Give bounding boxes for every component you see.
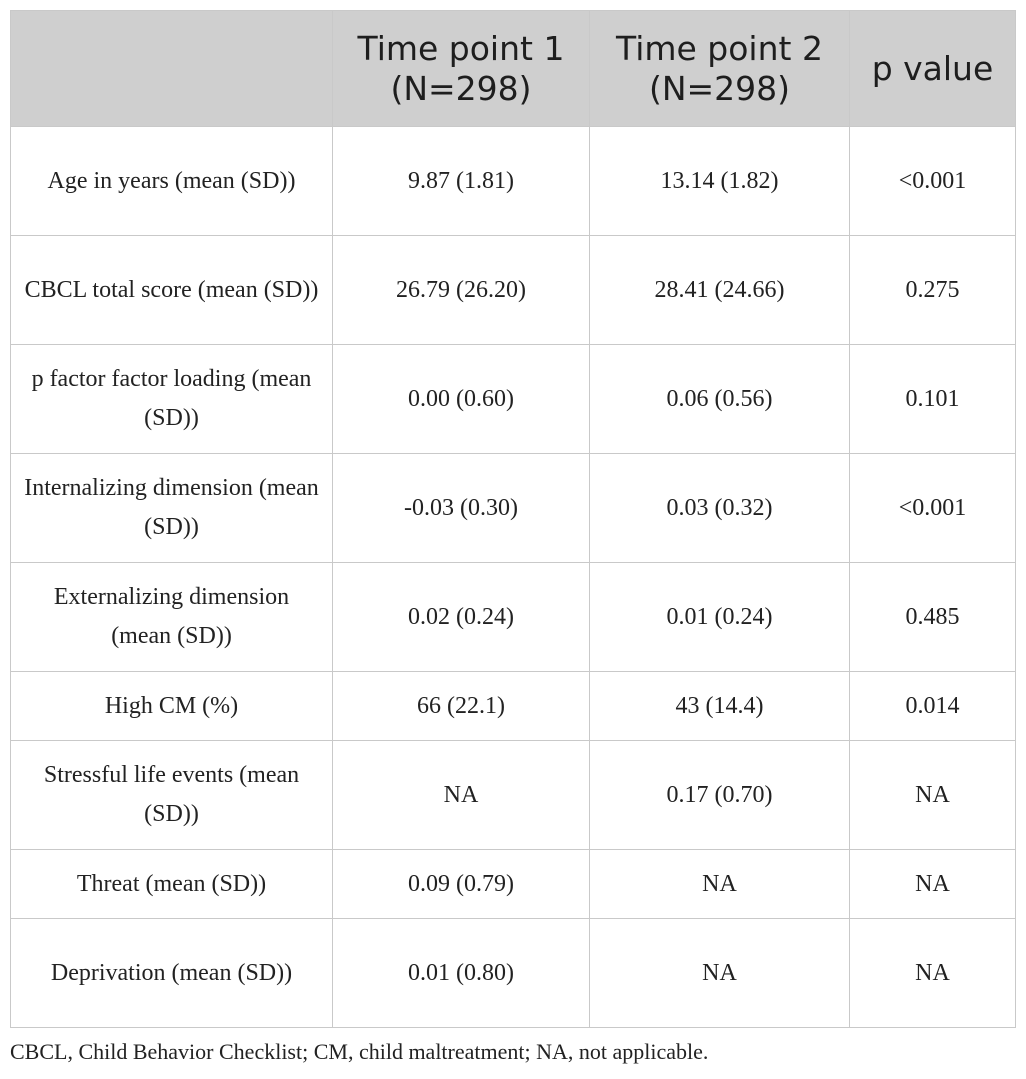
row-label: Stressful life events (mean (SD)) xyxy=(11,741,333,850)
row-label: Age in years (mean (SD)) xyxy=(11,127,333,236)
table-row xyxy=(11,850,1016,919)
row-label: Internalizing dimension (mean (SD)) xyxy=(11,454,333,563)
data-table xyxy=(10,10,1016,1028)
cell-time-point-2: NA xyxy=(590,919,850,1028)
cell-time-point-1: 26.79 (26.20) xyxy=(333,236,590,345)
table-row xyxy=(11,127,1016,236)
cell-time-point-1: 0.00 (0.60) xyxy=(333,345,590,454)
cell-time-point-1: -0.03 (0.30) xyxy=(333,454,590,563)
cell-time-point-1: 0.01 (0.80) xyxy=(333,919,590,1028)
table-row xyxy=(11,563,1016,672)
header-time-point-1: Time point 1 (N=298) xyxy=(333,11,590,127)
cell-time-point-2: 0.06 (0.56) xyxy=(590,345,850,454)
table-header-row xyxy=(11,11,1016,127)
row-label: Deprivation (mean (SD)) xyxy=(11,919,333,1028)
header-p-value: p value xyxy=(850,11,1016,127)
table-row xyxy=(11,672,1016,741)
cell-p-value: 0.014 xyxy=(850,672,1016,741)
cell-p-value: NA xyxy=(850,919,1016,1028)
cell-time-point-1: 66 (22.1) xyxy=(333,672,590,741)
table-row xyxy=(11,454,1016,563)
row-label: CBCL total score (mean (SD)) xyxy=(11,236,333,345)
table-row xyxy=(11,919,1016,1028)
cell-time-point-2: 0.01 (0.24) xyxy=(590,563,850,672)
cell-p-value: 0.485 xyxy=(850,563,1016,672)
cell-time-point-2: NA xyxy=(590,850,850,919)
cell-time-point-1: 0.02 (0.24) xyxy=(333,563,590,672)
header-time-point-2: Time point 2 (N=298) xyxy=(590,11,850,127)
table-footnote: CBCL, Child Behavior Checklist; CM, child maltreatment; NA, not applicable. xyxy=(10,1039,709,1064)
cell-p-value: <0.001 xyxy=(850,127,1016,236)
cell-time-point-2: 0.03 (0.32) xyxy=(590,454,850,563)
data-table-container xyxy=(10,10,1015,1028)
table-row xyxy=(11,345,1016,454)
cell-time-point-2: 28.41 (24.66) xyxy=(590,236,850,345)
cell-time-point-2: 13.14 (1.82) xyxy=(590,127,850,236)
row-label: High CM (%) xyxy=(11,672,333,741)
cell-time-point-1: NA xyxy=(333,741,590,850)
table-row xyxy=(11,741,1016,850)
table-row xyxy=(11,236,1016,345)
header-empty-cell xyxy=(11,11,333,127)
cell-p-value: <0.001 xyxy=(850,454,1016,563)
cell-p-value: 0.275 xyxy=(850,236,1016,345)
cell-time-point-1: 0.09 (0.79) xyxy=(333,850,590,919)
cell-p-value: NA xyxy=(850,850,1016,919)
cell-p-value: NA xyxy=(850,741,1016,850)
row-label: Externalizing dimension (mean (SD)) xyxy=(11,563,333,672)
cell-time-point-1: 9.87 (1.81) xyxy=(333,127,590,236)
cell-p-value: 0.101 xyxy=(850,345,1016,454)
cell-time-point-2: 0.17 (0.70) xyxy=(590,741,850,850)
row-label: Threat (mean (SD)) xyxy=(11,850,333,919)
cell-time-point-2: 43 (14.4) xyxy=(590,672,850,741)
row-label: p factor factor loading (mean (SD)) xyxy=(11,345,333,454)
